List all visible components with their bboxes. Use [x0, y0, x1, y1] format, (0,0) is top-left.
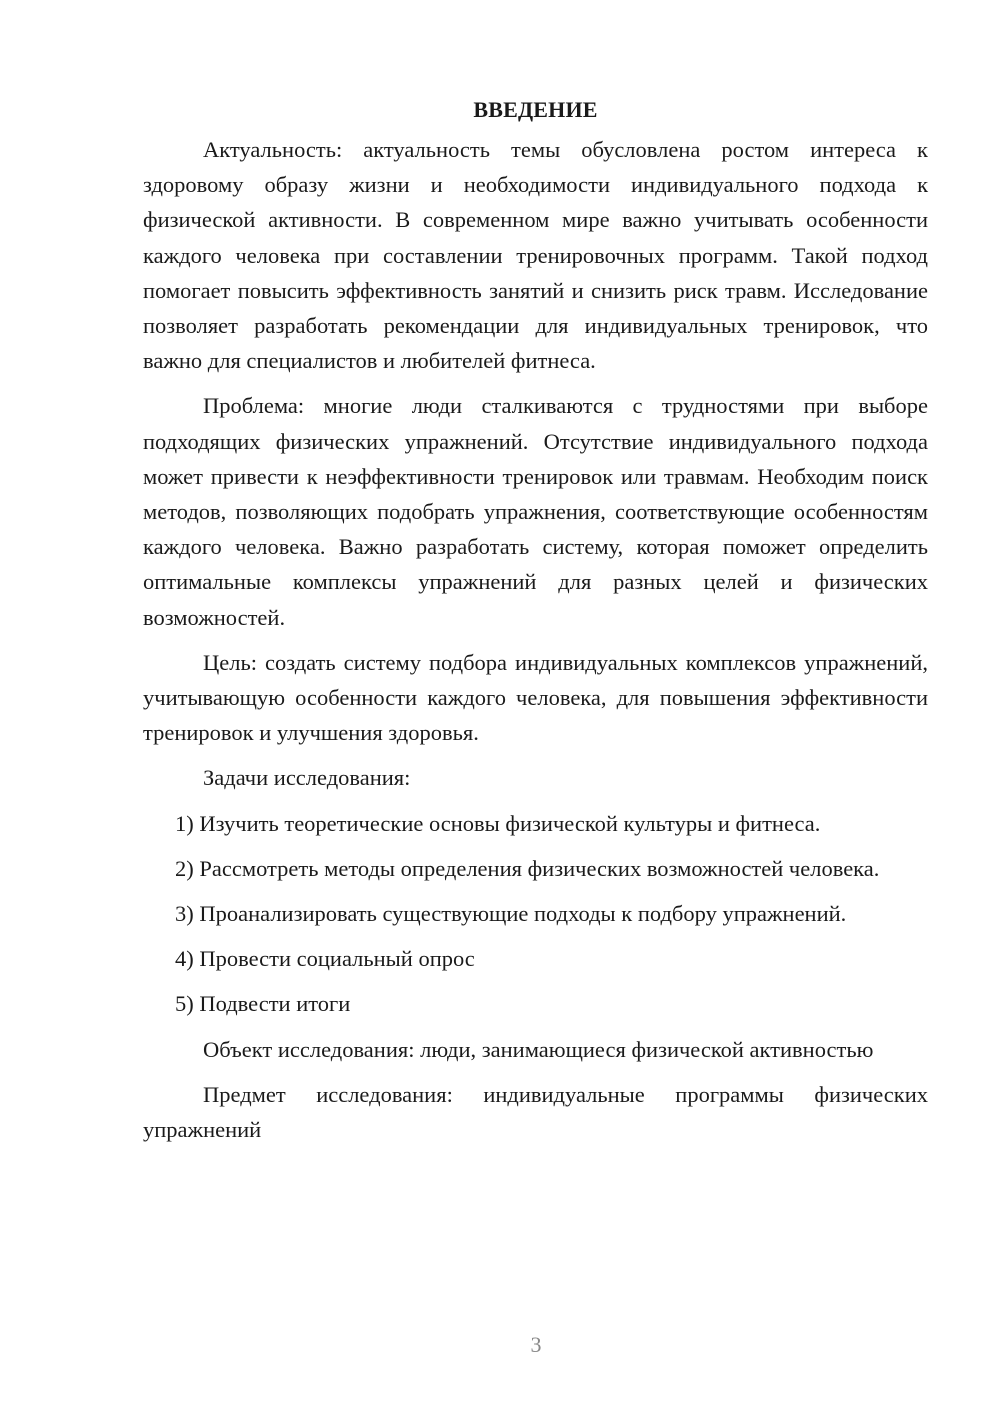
task-item-4: 4) Провести социальный опрос — [175, 946, 475, 972]
task-item-3: 3) Проанализировать существующие подходы к подбору упражнений. — [175, 901, 847, 927]
relevance-paragraph: Актуальность: актуальность темы обусловлена ростом интереса к здоровому образу жизни и необходимости индивидуального подхода к физической активности. В современном мире важно учитывать особенности каждого человека при составлении тренировочных программ. Такой подход помогает повысить эффективность занятий и снизить риск травм. Исследование позволяет разработать рекомендации для индивидуальных тренировок, что важно для специалистов и любителей фитнеса. — [143, 137, 928, 374]
object-paragraph: Объект исследования: люди, занимающиеся физической активностью — [203, 1036, 874, 1062]
page-content — [143, 92, 928, 1157]
subject-paragraph: Предмет исследования: индивидуальные программы физических упражнений — [143, 1081, 928, 1143]
goal-paragraph: Цель: создать систему подбора индивидуальных комплексов упражнений, учитывающую особенности каждого человека, для повышения эффективности тренировок и улучшения здоровья. — [143, 649, 928, 746]
page-title: ВВЕДЕНИЕ — [473, 97, 598, 122]
problem-paragraph: Проблема: многие люди сталкиваются с трудностями при выборе подходящих физических упражнений. Отсутствие индивидуального подхода может привести к неэффективности тренировок или травмам. Необходим поиск методов, позволяющих подобрать упражнения, соответствующие особенностям каждого человека. Важно разработать систему, которая поможет определить оптимальные комплексы упражнений для разных целей и физических возможностей. — [143, 393, 928, 630]
tasks-label: Задачи исследования: — [203, 765, 411, 791]
task-item-1: 1) Изучить теоретические основы физической культуры и фитнеса. — [175, 810, 821, 836]
task-item-2: 2) Рассмотреть методы определения физических возможностей человека. — [175, 855, 880, 881]
task-item-5: 5) Подвести итоги — [175, 991, 351, 1017]
page-number: 3 — [530, 1332, 542, 1357]
